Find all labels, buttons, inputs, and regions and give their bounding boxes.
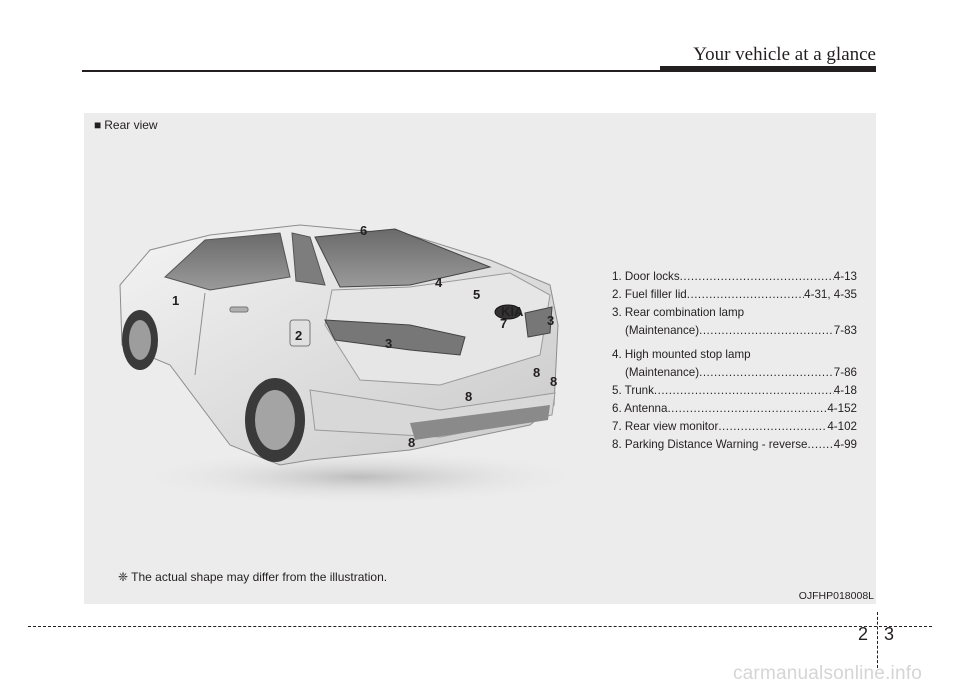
footer-dashed-divider [877, 612, 878, 668]
illustration-note: ❈ The actual shape may differ from the illustration. [118, 570, 388, 584]
page-number: 3 [884, 624, 895, 644]
page-header-title: Your vehicle at a glance [693, 44, 876, 65]
callout-4: 4 [435, 275, 443, 290]
list-item: 8. Parking Distance Warning - reverse ..... 4-99 [612, 436, 857, 454]
callout-8-d: 8 [408, 435, 416, 450]
figure-code: OJFHP018008L [798, 590, 874, 602]
callout-7: 7 [500, 316, 508, 331]
car-shadow [130, 449, 580, 505]
section-label [94, 118, 158, 132]
watermark-text: carmanualsonline.info [732, 663, 922, 684]
kia-logo-text: KIA [501, 304, 524, 319]
callout-5: 5 [473, 287, 481, 302]
header-rule-accent [660, 66, 876, 72]
callout-2: 2 [295, 328, 303, 343]
door-handle [230, 307, 248, 312]
list-item: 7. Rear view monitor ..... 4-102 [612, 418, 857, 436]
list-item: 6. Antenna ..... 4-152 [612, 400, 857, 418]
callout-3-right: 3 [547, 313, 555, 328]
callout-8-b: 8 [550, 374, 558, 389]
callout-3-left: 3 [385, 336, 393, 351]
list-item: 5. Trunk ..... 4-18 [612, 382, 857, 400]
component-list [612, 268, 857, 454]
rear-wheel-rim [255, 390, 295, 450]
callout-8-a: 8 [533, 365, 541, 380]
list-item: 1. Door locks ..... 4-13 [612, 268, 857, 286]
front-wheel-rim [129, 320, 151, 360]
callout-6: 6 [360, 223, 368, 238]
list-item: 2. Fuel filler lid ..... 4-31, 4-35 [612, 286, 857, 304]
callout-1: 1 [172, 293, 180, 308]
car-rear-illustration [110, 215, 580, 505]
chapter-number: 2 [858, 624, 869, 644]
callout-8-c: 8 [465, 389, 473, 404]
list-item: 3. Rear combination lamp (Maintenance) ..... 7-83 [612, 304, 857, 340]
section-label-text: Rear view [104, 118, 158, 132]
square-bullet-icon: ■ [94, 118, 102, 132]
list-item: 4. High mounted stop lamp (Maintenance) ..... 7-86 [612, 346, 857, 382]
footer-dashed-rule [28, 626, 932, 627]
